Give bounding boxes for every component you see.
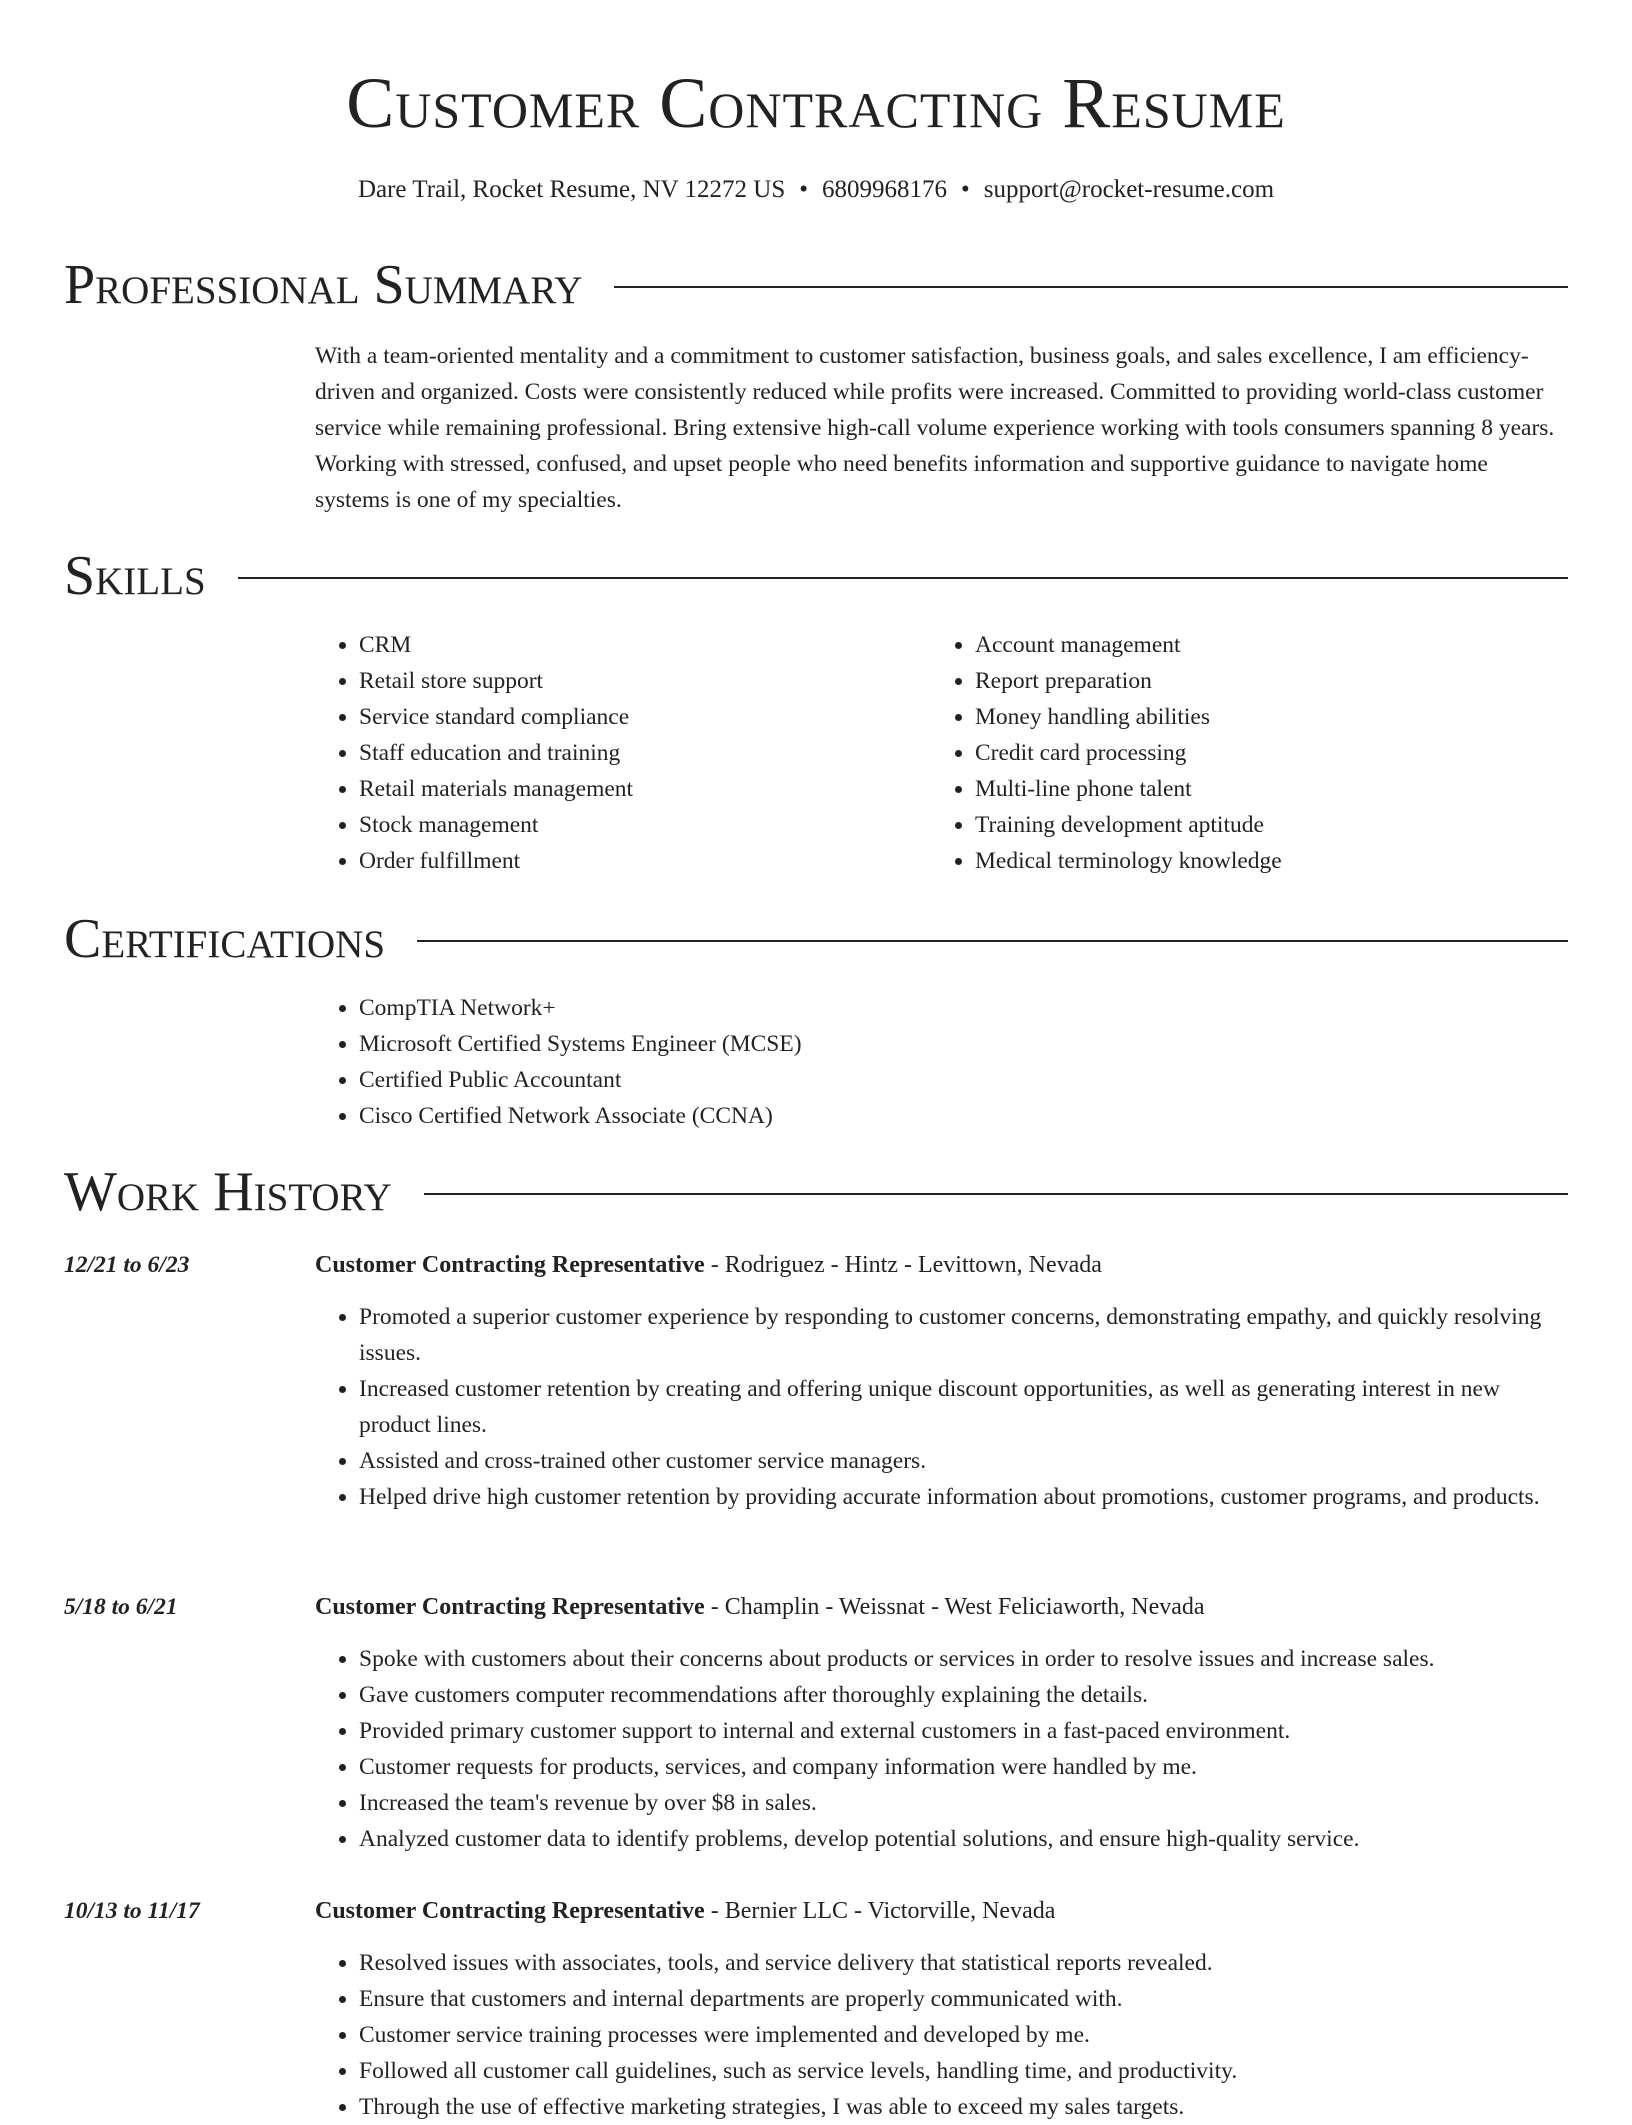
job-bullet: • Resolved issues with associates, tools, and service delivery that statistical reports revealed. (359, 1945, 1569, 1981)
job-heading (315, 1247, 1565, 1283)
skills-section-header (64, 541, 1568, 611)
skill-item: • Service standard compliance (359, 699, 915, 735)
skill-item: • Retail materials management (359, 771, 915, 807)
job-heading (315, 1893, 1565, 1929)
summary-text: With a team-oriented mentality and a commitment to customer satisfaction, business goals, and sales excellence, I am efficiency-driven and organized. Costs were consistently reduced while profits were increased. Committed to providing world-class customer service while remaining professional. Bring extensive high-call volume experience working with tools consumers spanning 8 years. Working with stressed, confused, and upset people who need benefits information and supportive guidance to navigate home systems is one of my specialties. (315, 343, 1555, 513)
job-role: Customer Contracting Representative (315, 1594, 705, 1620)
job-heading (315, 1589, 1565, 1625)
skills-heading: Skills (64, 545, 206, 607)
summary-section-header (64, 250, 1568, 320)
section-divider (238, 577, 1568, 579)
certification-item: • Cisco Certified Network Associate (CCNA) (359, 1098, 1315, 1134)
skill-item: • Account management (975, 627, 1561, 663)
job-bullet: • Through the use of effective marketing strategies, I was able to exceed my sales targets. (359, 2089, 1569, 2125)
contact-address: Dare Trail, Rocket Resume, NV 12272 US (357, 176, 786, 203)
skills-column-right (931, 627, 1561, 879)
job-bullet: • Assisted and cross-trained other customer service managers. (359, 1443, 1569, 1479)
job-role: Customer Contracting Representative (315, 1898, 705, 1924)
skill-item: • Order fulfillment (359, 843, 915, 879)
contact-email: support@rocket-resume.com (983, 176, 1275, 203)
job-bullet: • Followed all customer call guidelines, such as service levels, handling time, and productivity. (359, 2053, 1569, 2089)
summary-heading: Professional Summary (64, 254, 583, 316)
job-dates: 12/21 to 6/23 (64, 1252, 190, 1278)
job-role: Customer Contracting Representative (315, 1252, 705, 1278)
skill-item: • Credit card processing (975, 735, 1561, 771)
job-bullet: • Ensure that customers and internal departments are properly communicated with. (359, 1981, 1569, 2017)
job-bullet: • Promoted a superior customer experience by responding to customer concerns, demonstrating empathy, and quickly resolving issues. (359, 1299, 1569, 1371)
certification-item: • Microsoft Certified Systems Engineer (MCSE) (359, 1026, 1315, 1062)
job-bullet: • Increased customer retention by creating and offering unique discount opportunities, as well as generating interest in new product lines. (359, 1371, 1569, 1443)
job-bullet: • Provided primary customer support to internal and external customers in a fast-paced environment. (359, 1713, 1569, 1749)
job-bullets (315, 1641, 1569, 1857)
resume-title: Customer Contracting Resume (346, 63, 1286, 143)
job-dates: 5/18 to 6/21 (64, 1594, 178, 1620)
certifications-section-header (64, 904, 1568, 974)
job-bullet: • Spoke with customers about their concerns about products or services in order to resolve issues and increase sales. (359, 1641, 1569, 1677)
job-employer: - Champlin - Weissnat - West Feliciaworth, Nevada (704, 1594, 1205, 1620)
work-heading: Work History (64, 1161, 392, 1223)
job-bullets (315, 1299, 1569, 1515)
job-employer: - Bernier LLC - Victorville, Nevada (704, 1898, 1056, 1924)
contact-phone: 6809968176 (822, 176, 947, 203)
job-bullet: • Helped drive high customer retention by providing accurate information about promotions, customer programs, and products. (359, 1479, 1569, 1515)
skill-item: • CRM (359, 627, 915, 663)
certification-item: • CompTIA Network+ (359, 990, 1315, 1026)
certifications-heading: Certifications (64, 908, 386, 970)
skill-item: • Training development aptitude (975, 807, 1561, 843)
certifications-list (315, 990, 1315, 1134)
job-bullets (315, 1945, 1569, 2125)
section-divider (417, 940, 1568, 942)
work-section-header (64, 1157, 1568, 1227)
certification-item: • Certified Public Accountant (359, 1062, 1315, 1098)
job-bullet: • Customer service training processes were implemented and developed by me. (359, 2017, 1569, 2053)
separator-dot: • (799, 176, 808, 203)
skills-list-left (315, 627, 915, 879)
skill-item: • Medical terminology knowledge (975, 843, 1561, 879)
section-divider (424, 1193, 1568, 1195)
skill-item: • Stock management (359, 807, 915, 843)
skill-item: • Multi-line phone talent (975, 771, 1561, 807)
job-bullet: • Customer requests for products, services, and company information were handled by me. (359, 1749, 1569, 1785)
job-dates: 10/13 to 11/17 (64, 1898, 200, 1924)
skill-item: • Report preparation (975, 663, 1561, 699)
job-bullet: • Increased the team's revenue by over $8 in sales. (359, 1785, 1569, 1821)
skill-item: • Money handling abilities (975, 699, 1561, 735)
contact-line (0, 174, 1632, 206)
skill-item: • Staff education and training (359, 735, 915, 771)
skill-item: • Retail store support (359, 663, 915, 699)
separator-dot: • (961, 176, 970, 203)
section-divider (614, 286, 1568, 288)
job-employer: - Rodriguez - Hintz - Levittown, Nevada (704, 1252, 1102, 1278)
job-bullet: • Gave customers computer recommendations after thoroughly explaining the details. (359, 1677, 1569, 1713)
skills-list-right (931, 627, 1561, 879)
certifications-block (315, 990, 1315, 1134)
skills-column-left (315, 627, 915, 879)
job-bullet: • Analyzed customer data to identify problems, develop potential solutions, and ensure high-quality service. (359, 1821, 1569, 1857)
